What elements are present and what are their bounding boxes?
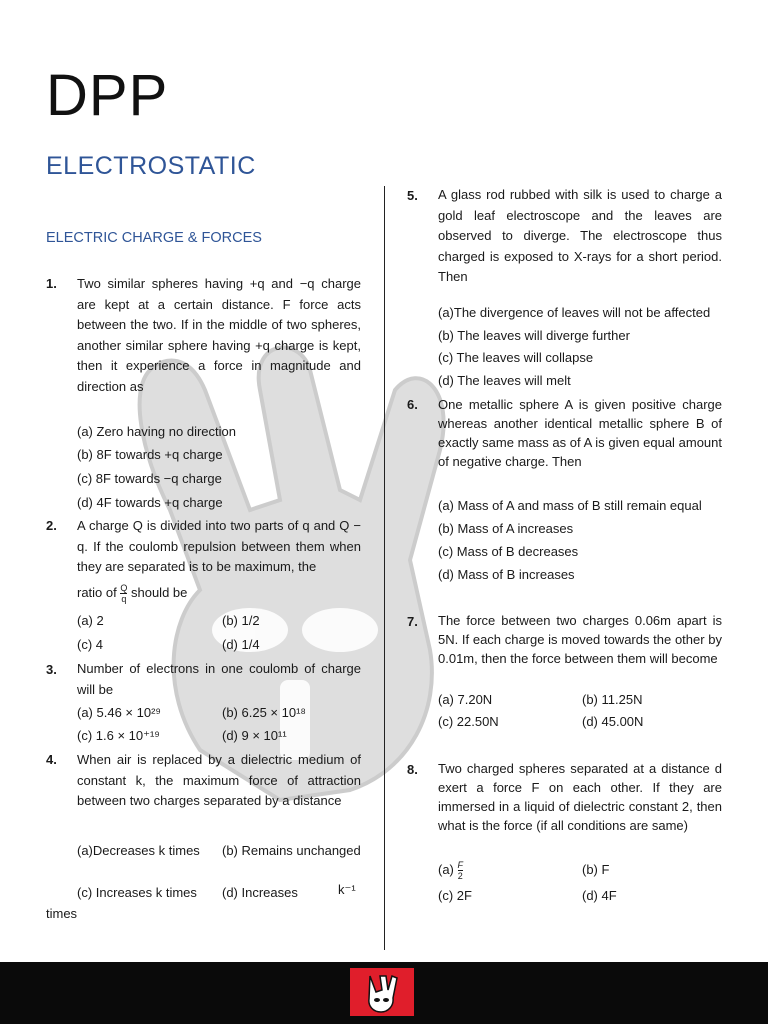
question-number: 3.	[46, 662, 57, 677]
option-b: (b) 6.25 × 10¹⁸	[222, 705, 306, 720]
question-number: 5.	[407, 188, 418, 203]
option-c: (c) Increases k times	[77, 885, 197, 900]
question-text: A glass rod rubbed with silk is used to charge a gold leaf electroscope and the leaves are observed to diverge. The electroscope thus charged is exposed to X-rays for a short period. Then	[438, 187, 722, 284]
ratio-prefix: ratio of	[77, 585, 121, 600]
option-d: (d) Increases	[222, 885, 298, 900]
question-text: Two charged spheres separated at a distance d exert a force F on each other. If they are immersed in a liquid of dielectric constant 2, then what is the force (if all conditions are same)	[438, 761, 722, 833]
option-d: (d) 9 × 10¹¹	[222, 728, 287, 743]
question-number: 2.	[46, 518, 57, 533]
option-d: (d) 4F	[582, 888, 617, 903]
option-c: (c) 2F	[438, 888, 472, 903]
option-a: (a) $\frac{F}{2}$	[438, 860, 463, 881]
option-a: (a) 2	[77, 613, 104, 628]
fraction-denominator: 2	[457, 871, 463, 881]
question-number: 8.	[407, 762, 418, 777]
option-a: (a)The divergence of leaves will not be affected	[438, 305, 711, 320]
option-b: (b) Mass of A increases	[438, 521, 574, 536]
option-b: (b) 11.25N	[582, 692, 643, 707]
option-d: (d) 45.00N	[582, 714, 644, 729]
option-a: (a) Zero having no direction	[77, 424, 236, 439]
option-d-suffix: times	[46, 906, 78, 921]
option-d: (d) The leaves will melt	[438, 373, 571, 388]
option-a: (a) Mass of A and mass of B still remain equal	[438, 498, 702, 513]
option-c: (c) The leaves will collapse	[438, 350, 594, 365]
question-number: 4.	[46, 752, 57, 767]
question-number: 6.	[407, 397, 418, 412]
subject-title: ELECTROSTATIC	[46, 152, 256, 180]
option-a: (a)Decreases k times	[77, 843, 200, 858]
option-b: (b) F	[582, 862, 610, 877]
fraction-numerator: F	[457, 860, 463, 870]
option-b: (b) Remains unchanged	[222, 843, 361, 858]
option-b: (b) 8F towards +q charge	[77, 447, 223, 462]
option-a: (a) 5.46 × 10²⁹	[77, 705, 161, 720]
question-text: One metallic sphere A is given positive charge whereas another identical metallic sphere B of exactly same mass as of A is given equal amount of negative charge. Then	[438, 397, 722, 469]
ratio-numerator: Q	[120, 583, 128, 594]
option-c: (c) 1.6 × 10⁺¹⁹	[77, 728, 160, 743]
option-c: (c) 22.50N	[438, 714, 499, 729]
option-b: (b) 1/2	[222, 613, 260, 628]
rock-hand-logo-icon	[350, 968, 414, 1016]
question-text: Number of electrons in one coulomb of charge will be	[77, 661, 361, 697]
option-d-exponent: k⁻¹	[338, 882, 356, 897]
brand-title: DPP	[46, 63, 169, 128]
section-heading: ELECTRIC CHARGE & FORCES	[46, 230, 262, 246]
option-c: (c) Mass of B decreases	[438, 544, 579, 559]
column-divider	[384, 186, 385, 950]
ratio-line	[77, 583, 361, 604]
question-number: 7.	[407, 614, 418, 629]
question-text: When air is replaced by a dielectric medium of constant k, the maximum force of attraction between two charges separated by a distance	[77, 752, 361, 808]
option-d: (d) 1/4	[222, 637, 260, 652]
question-text: A charge Q is divided into two parts of q and Q − q. If the coulomb repulsion between them when they are separated is to be maximum, the	[77, 518, 361, 574]
option-d: (d) Mass of B increases	[438, 567, 575, 582]
ratio-denominator: q	[121, 594, 127, 605]
option-c: (c) 4	[77, 637, 103, 652]
option-c: (c) 8F towards −q charge	[77, 471, 222, 486]
question-text: Two similar spheres having +q and −q charge are kept at a certain distance. F force acts between the two. If in the middle of two spheres, another similar sphere having +q charge is kept, then it experience a force in magnitude and direction as	[77, 276, 361, 394]
option-a: (a) 7.20N	[438, 692, 493, 707]
ratio-suffix: should be	[127, 585, 188, 600]
option-d: (d) 4F towards +q charge	[77, 495, 223, 510]
option-b: (b) The leaves will diverge further	[438, 328, 630, 343]
question-text: The force between two charges 0.06m apart is 5N. If each charge is moved towards the other by 0.01m, then the force between them will become	[438, 613, 722, 666]
question-number: 1.	[46, 276, 57, 291]
